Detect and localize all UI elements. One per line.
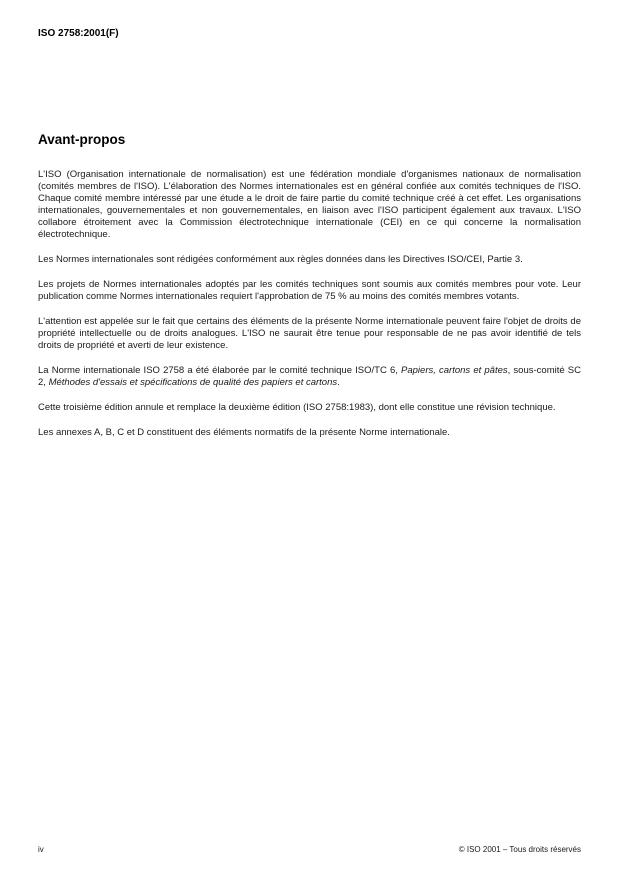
foreword-paragraph-1: L'ISO (Organisation internationale de normalisation) est une fédération mondiale d'organismes nationaux de normalisation (comités membres de l'ISO). L'élaboration des Normes internationales est en général confiée aux comités techniques de l'ISO. Chaque comité membre intéressé par une étude a le droit de faire partie du comité technique créé à cet effet. Les organisations internationales, gouvernementales et non gouvernementales, en liaison avec l'ISO participent également aux travaux. L'ISO collabore étroitement avec la Commission électrotechnique internationale (CEI) en ce qui concerne la normalisation électrotechnique. bbox=[38, 169, 581, 240]
foreword-paragraph-2: Les Normes internationales sont rédigées conformément aux règles données dans les Directives ISO/CEI, Partie 3. bbox=[38, 254, 523, 265]
foreword-paragraph-7: Les annexes A, B, C et D constituent des éléments normatifs de la présente Norme internationale. bbox=[38, 427, 450, 438]
footer-copyright: © ISO 2001 – Tous droits réservés bbox=[458, 845, 581, 854]
document-footer bbox=[38, 845, 581, 854]
document-body bbox=[38, 132, 581, 452]
foreword-paragraph-3: Les projets de Normes internationales adoptés par les comités techniques sont soumis aux comités membres pour vote. Leur publication comme Normes internationales requiert l'approbation de 75 % au moins des comités membres votants. bbox=[38, 279, 581, 302]
paragraph-5-committee-title: Papiers, cartons et pâtes bbox=[401, 365, 508, 376]
foreword-title: Avant-propos bbox=[38, 132, 126, 147]
foreword-paragraph-6: Cette troisième édition annule et remplace la deuxième édition (ISO 2758:1983), dont elle constitue une révision technique. bbox=[38, 402, 556, 413]
footer-page-number: iv bbox=[38, 845, 44, 854]
foreword-paragraph-4: L'attention est appelée sur le fait que certains des éléments de la présente Norme internationale peuvent faire l'objet de droits de propriété intellectuelle ou de droits analogues. L'ISO ne saurait être tenue pour responsable de ne pas avoir identifié de tels droits de propriété et averti de leur existence. bbox=[38, 316, 581, 351]
paragraph-5-text-normal: La Norme internationale ISO 2758 a été élaborée par le comité technique ISO/TC 6, bbox=[38, 365, 402, 376]
paragraph-5-text-normal: , sous-comité SC 2, bbox=[38, 365, 581, 388]
paragraph-5-subcommittee-title: Méthodes d'essais et spécifications de qualité des papiers et cartons bbox=[48, 377, 338, 388]
document-reference-header: ISO 2758:2001(F) bbox=[38, 28, 119, 39]
foreword-paragraph-5 bbox=[38, 365, 581, 389]
paragraph-5-text-normal: . bbox=[337, 377, 340, 388]
